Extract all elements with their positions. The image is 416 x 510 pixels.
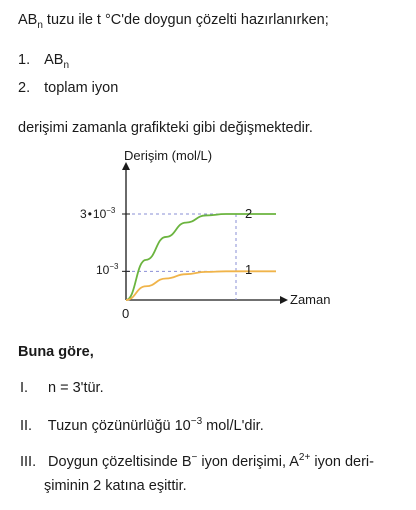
series-label-1: 1 — [245, 262, 253, 277]
y-tick-label-high: $3•10^{-3}$ — [80, 206, 116, 221]
intro-text: tuzu ile t °C'de doygun çözelti hazırlanırken; — [42, 12, 329, 28]
series-line-1 — [126, 271, 276, 300]
item-number: 1. — [18, 52, 31, 68]
x-axis-label: Zaman — [290, 292, 331, 307]
statement-roman: II. — [20, 417, 33, 434]
item-text: toplam iyon — [44, 80, 119, 96]
question-lead: Buna göre, — [18, 344, 94, 360]
y-axis-label: Derişim (mol/L) — [124, 148, 213, 163]
statement-roman: I. — [20, 380, 29, 396]
statement-3-continuation: şiminin 2 katına eşittir. — [44, 478, 187, 494]
series-label-2: 2 — [245, 206, 253, 221]
item-number: 2. — [18, 80, 31, 96]
item-formula: $AB_n$ — [44, 52, 70, 71]
y-tick-label-low: $10^{-3}$ — [96, 262, 119, 277]
origin-label: 0 — [122, 306, 130, 321]
description-sentence: derişimi zamanla grafikteki gibi değişmektedir. — [18, 120, 313, 136]
statement-1: I. n = 3'tür. — [20, 380, 104, 396]
series-line-2 — [126, 214, 276, 300]
compound-formula: $AB_n$ — [18, 12, 43, 31]
statement-3: III. Doygun çözeltisinde B− iyon derişimi, $A^{2+}$ iyon deri- — [20, 452, 374, 470]
statement-roman: III. — [20, 453, 37, 470]
statement-2: II. Tuzun çözünürlüğü $10^{-3}$ mol/L'dir. — [20, 416, 264, 434]
